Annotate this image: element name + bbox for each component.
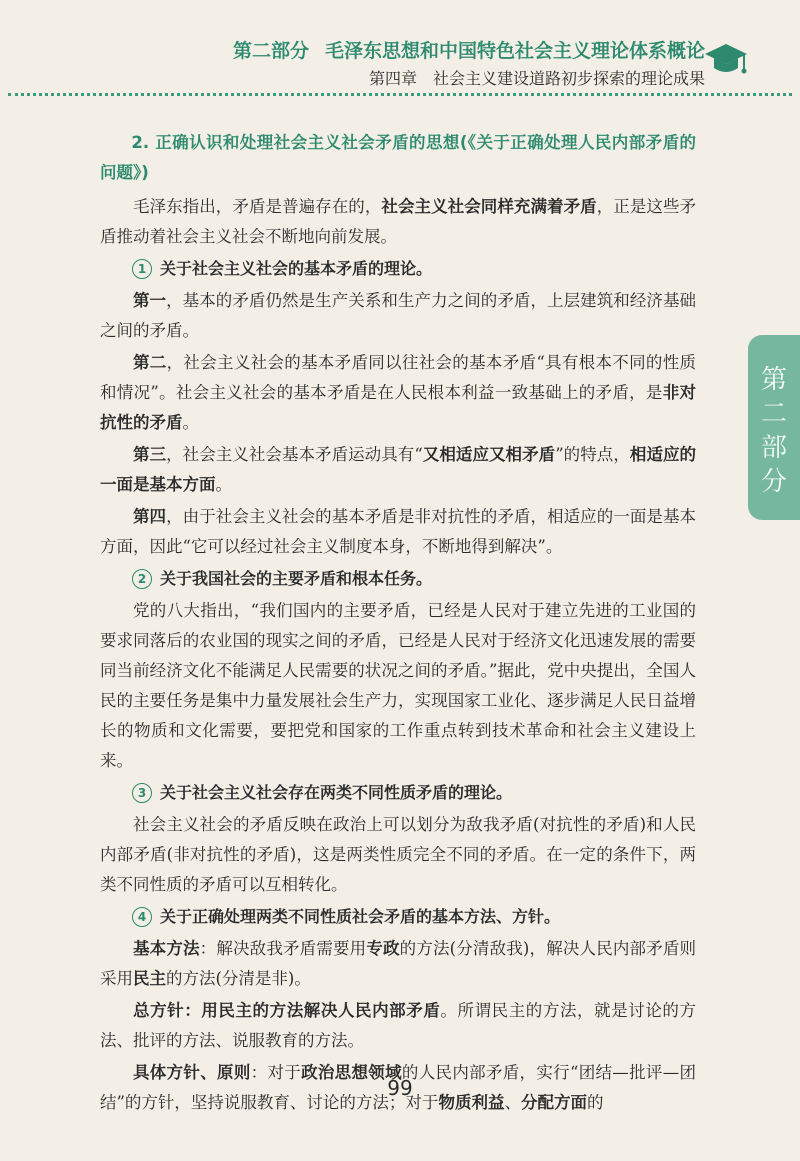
subheading-2: 2 关于我国社会的主要矛盾和根本任务。 bbox=[100, 564, 696, 594]
chapter-label: 第四章 bbox=[368, 69, 417, 88]
side-tab-char: 二 bbox=[760, 399, 787, 429]
paragraph-third: 第三，社会主义社会基本矛盾运动具有“又相适应又相矛盾”的特点，相适应的一面是基本方面。 bbox=[100, 445, 697, 494]
subheading-4: 4 关于正确处理两类不同性质社会矛盾的基本方法、方针。 bbox=[100, 902, 696, 932]
page-number: 99 bbox=[387, 1076, 413, 1100]
paragraph-eighth-congress: 党的八大指出，“我们国内的主要矛盾，已经是人民对于建立先进的工业国的要求同落后的农业国的现实之间的矛盾，已经是人民对于经济文化迅速发展的需要同当前经济文化不能满足人民需要的状况之间的矛盾。”据此，党中央提出，全国人民的主要任务是集中力量发展社会生产力，实现国家工业化、逐步满足人民日益增长的物质和文化需要，要把党和国家的工作重点转到技术革命和社会主义建设上来。 bbox=[100, 601, 696, 770]
paragraph-general-policy: 总方针：用民主的方法解决人民内部矛盾。所谓民主的方法，就是讨论的方法、批评的方法、说服教育的方法。 bbox=[100, 1001, 696, 1050]
intro-paragraph: 毛泽东指出，矛盾是普遍存在的，社会主义社会同样充满着矛盾，正是这些矛盾推动着社会主义社会不断地向前发展。 bbox=[100, 197, 697, 246]
subheading-3: 3 关于社会主义社会存在两类不同性质矛盾的理论。 bbox=[100, 778, 696, 808]
graduation-cap-icon bbox=[704, 40, 748, 80]
side-tab-char: 第 bbox=[760, 365, 787, 395]
paragraph-second: 第二，社会主义社会的基本矛盾同以往社会的基本矛盾“具有根本不同的性质和情况”。社会主义社会的基本矛盾是在人民根本利益一致基础上的矛盾，是非对抗性的矛盾。 bbox=[100, 353, 697, 432]
circled-number: 3 bbox=[132, 783, 152, 803]
side-tab-char: 分 bbox=[760, 467, 787, 497]
paragraph-fourth: 第四，由于社会主义社会的基本矛盾是非对抗性的矛盾，相适应的一面是基本方面，因此“它可以经过社会主义制度本身，不断地得到解决”。 bbox=[100, 507, 697, 556]
section-title: 2. 正确认识和处理社会主义社会矛盾的思想(《关于正确处理人民内部矛盾的问题》) bbox=[100, 133, 696, 182]
part-heading bbox=[233, 36, 705, 63]
paragraph-basic-method: 基本方法：解决敌我矛盾需要用专政的方法(分清敌我)，解决人民内部矛盾则采用民主的方法(分清是非)。 bbox=[100, 939, 697, 988]
part-label: 第二部分 bbox=[232, 40, 309, 62]
page-header bbox=[0, 0, 800, 100]
part-title: 毛泽东思想和中国特色社会主义理论体系概论 bbox=[324, 40, 705, 62]
part-side-tab bbox=[748, 335, 800, 520]
circled-number: 1 bbox=[132, 259, 152, 279]
side-tab-char: 部 bbox=[760, 433, 787, 463]
circled-number: 2 bbox=[132, 569, 152, 589]
chapter-heading bbox=[369, 66, 705, 89]
chapter-title: 社会主义建设道路初步探索的理论成果 bbox=[432, 69, 705, 88]
subheading-1: 1 关于社会主义社会的基本矛盾的理论。 bbox=[100, 254, 696, 284]
page-body bbox=[100, 128, 696, 1120]
paragraph-specific-policy: 具体方针、原则：对于政治思想领域的人民内部矛盾，实行“团结—批评—团结”的方针，坚持说服教育、讨论的方法；对于物质利益、分配方面的 bbox=[100, 1063, 697, 1112]
circled-number: 4 bbox=[132, 907, 152, 927]
header-divider bbox=[8, 93, 792, 96]
paragraph-first: 第一，基本的矛盾仍然是生产关系和生产力之间的矛盾，上层建筑和经济基础之间的矛盾。 bbox=[100, 291, 697, 340]
paragraph-two-types: 社会主义社会的矛盾反映在政治上可以划分为敌我矛盾(对抗性的矛盾)和人民内部矛盾(非对抗性的矛盾)，这是两类性质完全不同的矛盾。在一定的条件下，两类不同性质的矛盾可以互相转化。 bbox=[100, 815, 696, 894]
